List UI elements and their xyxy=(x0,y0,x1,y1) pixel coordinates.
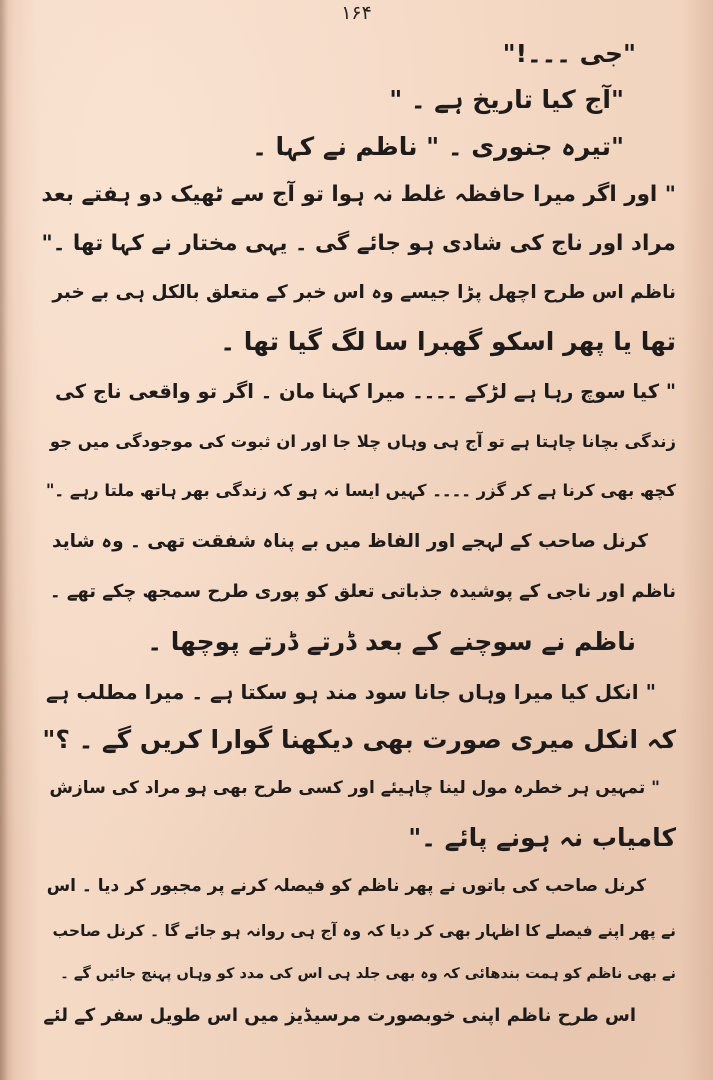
text-line: کرنل صاحب کی باتوں نے پھر ناظم کو فیصلہ کرنے پر مجبور کر دیا ۔ اس xyxy=(46,876,646,896)
text-line: ناظم اس طرح اچھل پڑا جیسے وہ اس خبر کے متعلق بالکل ہی بے خبر xyxy=(52,282,676,303)
text-line: تھا یا پھر اسکو گھبرا سا لگ گیا تھا ۔ xyxy=(220,327,676,356)
text-line: "تیرہ جنوری ۔ " ناظم نے کہا ۔ xyxy=(252,132,624,161)
text-line: زندگی بچانا چاہتا ہے تو آج ہی وہاں چلا جا اور ان ثبوت کی موجودگی میں جو xyxy=(49,432,676,451)
text-line: " تمہیں ہر خطرہ مول لینا چاہیئے اور کسی طرح بھی ہو مراد کی سازش xyxy=(49,778,660,798)
text-line: "جی ۔۔۔!" xyxy=(502,39,636,68)
text-line: کہ انکل میری صورت بھی دیکھنا گوارا کریں گے ۔ ؟" xyxy=(42,725,676,754)
text-line: ناظم نے سوچنے کے بعد ڈرتے ڈرتے پوچھا ۔ xyxy=(147,627,636,656)
text-line: کچھ بھی کرنا ہے کر گزر ۔۔۔۔ کہیں ایسا نہ ہو کہ زندگی بھر ہاتھ ملتا رہے ۔" xyxy=(45,481,676,500)
text-line: " انکل کیا میرا وہاں جانا سود مند ہو سکتا ہے ۔ میرا مطلب ہے xyxy=(45,680,656,704)
page-edge-shadow xyxy=(0,0,8,1080)
text-line: نے بھی ناظم کو ہمت بندھائی کہ وہ بھی جلد ہی اس کی مدد کو وہاں پہنچ جائیں گے ۔ xyxy=(60,966,676,982)
text-line: نے پھر اپنے فیصلے کا اظہار بھی کر دیا کہ وہ آج ہی روانہ ہو جائے گا ۔ کرنل صاحب xyxy=(52,922,676,940)
text-line: مراد اور ناج کی شادی ہو جائے گی ۔ یہی مختار نے کہا تھا ۔" xyxy=(41,231,676,256)
text-line: اس طرح ناظم اپنی خوبصورت مرسیڈیز میں اس طویل سفر کے لئے xyxy=(43,1005,636,1026)
text-line: کرنل صاحب کے لہجے اور الفاظ میں بے پناہ شفقت تھی ۔ وہ شاید xyxy=(52,531,648,552)
text-line: " کیا سوچ رہا ہے لڑکے ۔۔۔۔ میرا کہنا مان ۔ اگر تو واقعی ناج کی xyxy=(55,380,676,403)
text-line: " اور اگر میرا حافظہ غلط نہ ہوا تو آج سے ٹھیک دو ہفتے بعد xyxy=(41,182,676,207)
text-line: کامیاب نہ ہونے پائے ۔" xyxy=(408,823,676,852)
faded-stamp xyxy=(10,1005,70,1029)
text-line: ناظم اور ناجی کے پوشیدہ جذباتی تعلق کو پوری طرح سمجھ چکے تھے ۔ xyxy=(50,581,676,602)
page-number: ۱۶۴ xyxy=(341,2,372,24)
text-line: "آج کیا تاریخ ہے ۔ " xyxy=(389,85,624,114)
